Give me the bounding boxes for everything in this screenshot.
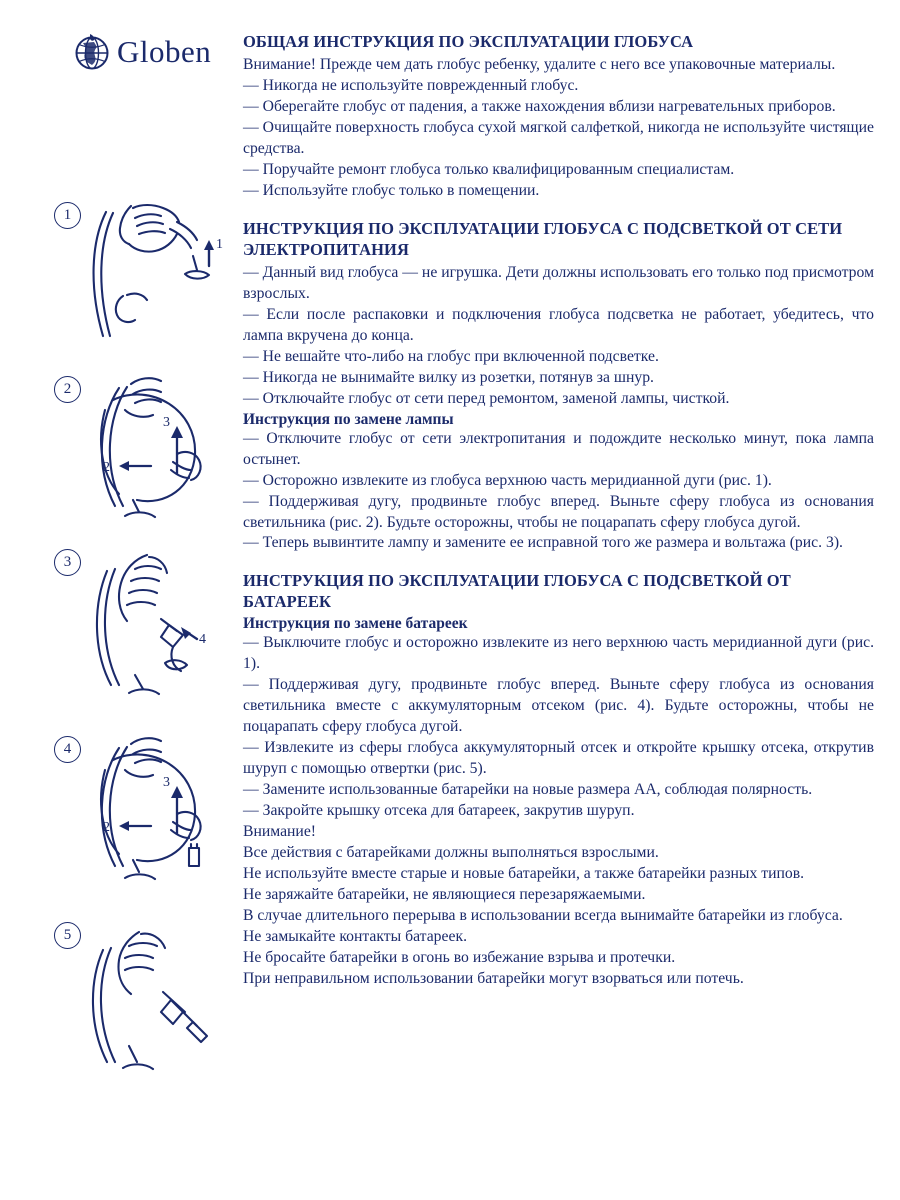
battery-warning-6: При неправильном использовании батарейки могут взорваться или потечь. [243, 969, 744, 987]
section-mains [243, 219, 874, 554]
battery-warning-1: Не используйте вместе старые и новые батарейки, а также батарейки разных типов. [243, 864, 805, 882]
figure-3-callout-4: 4 [199, 632, 206, 647]
section-battery-title: ИНСТРУКЦИЯ ПО ЭКСПЛУАТАЦИИ ГЛОБУСА С ПОДСВЕТКОЙ ОТ БАТАРЕЕК [243, 571, 791, 611]
figure-3-illustration [73, 543, 228, 698]
section-general-para-5: — Используйте глобус только в помещении. [243, 182, 540, 200]
figure-4-callout-2: 2 [103, 820, 110, 835]
lamp-replacement-para-2: — Поддерживая дугу, продвиньте глобус вперед. Выньте сферу глобуса из основания светильника (рис. 2). Будьте осторожны, чтобы не поцарапать сферу глобуса дугой. [243, 492, 874, 531]
figure-2-callout-2: 2 [103, 460, 110, 475]
section-general-para-3: — Очищайте поверхность глобуса сухой мягкой салфеткой, никогда не используйте чистящие средства. [243, 119, 874, 158]
battery-warning-5: Не бросайте батарейки в огонь во избежание взрыва и протечки. [243, 948, 676, 966]
section-general-para-0: Внимание! Прежде чем дать глобус ребенку, удалите с него все упаковочные материалы. [243, 56, 836, 74]
figure-3-number: 3 [54, 549, 81, 576]
lamp-replacement-para-3: — Теперь вывинтите лампу и замените ее исправной того же размера и вольтажа (рис. 3). [243, 534, 843, 552]
section-general-para-2: — Оберегайте глобус от падения, а также нахождения вблизи нагревательных приборов. [243, 98, 836, 116]
figure-4-callout-3: 3 [163, 775, 170, 790]
figures-column [28, 18, 233, 1200]
section-mains-para-0: — Данный вид глобуса — не игрушка. Дети должны использовать его только под присмотром взрослых. [243, 264, 874, 302]
figure-1-callout-label: 1 [216, 237, 223, 252]
section-general [243, 32, 874, 202]
lamp-replacement-para-1: — Осторожно извлеките из глобуса верхнюю часть меридианной дуги (рис. 1). [243, 471, 772, 489]
figure-2-callout-3: 3 [163, 415, 170, 430]
figure-2-illustration [73, 370, 228, 520]
section-general-title: ОБЩАЯ ИНСТРУКЦИЯ ПО ЭКСПЛУАТАЦИИ ГЛОБУСА [243, 32, 694, 51]
section-mains-para-2: — Не вешайте что-либо на глобус при включенной подсветке. [243, 347, 659, 365]
section-general-para-4: — Поручайте ремонт глобуса только квалифицированным специалистам. [243, 161, 735, 179]
figure-4-illustration [73, 730, 228, 885]
battery-replacement-para-3: — Замените использованные батарейки на новые размера АА, соблюдая полярность. [243, 781, 813, 798]
battery-replacement-para-4: — Закройте крышку отсека для батареек, закрутив шуруп. [243, 801, 635, 819]
battery-replacement-para-2: — Извлеките из сферы глобуса аккумуляторный отсек и откройте крышку отсека, открутив шуруп с помощью отвертки (рис. 5). [243, 739, 874, 778]
brand-name: Globen [117, 34, 212, 69]
instruction-text-column [233, 18, 874, 1200]
figure-1-illustration [73, 196, 228, 346]
figure-5-number: 5 [54, 922, 81, 949]
lamp-replacement-para-0: — Отключите глобус от сети электропитания и подождите несколько минут, пока лампа остынет. [243, 429, 874, 468]
section-battery [243, 571, 874, 989]
section-mains-para-4: — Отключайте глобус от сети перед ремонтом, заменой лампы, чисткой. [243, 389, 730, 407]
figure-5-illustration [73, 916, 228, 1071]
battery-warning-0: Все действия с батарейками должны выполняться взрослыми. [243, 843, 659, 861]
battery-warning-3: В случае длительного перерыва в использовании всегда вынимайте батарейки из глобуса. [243, 906, 843, 924]
section-mains-title: ИНСТРУКЦИЯ ПО ЭКСПЛУАТАЦИИ ГЛОБУСА С ПОДСВЕТКОЙ ОТ СЕТИ ЭЛЕКТРОПИТАНИЯ [243, 219, 843, 259]
section-mains-para-3: — Никогда не вынимайте вилку из розетки, потянув за шнур. [243, 368, 654, 386]
lamp-replacement-title: Инструкция по замене лампы [243, 410, 454, 428]
battery-replacement-para-1: — Поддерживая дугу, продвиньте глобус вперед. Выньте сферу глобуса из основания светильника вместе с аккумуляторным отсеком (рис. 4). Будьте осторожны, чтобы не поцарапать сферу глобуса дугой. [243, 676, 874, 736]
brand-logo [70, 30, 233, 74]
battery-replacement-para-0: — Выключите глобус и осторожно извлеките из него верхнюю часть меридианной дуги (рис. 1). [243, 634, 874, 673]
figure-4-number: 4 [54, 736, 81, 763]
battery-warning-label: Внимание! [243, 822, 317, 840]
figure-2-number: 2 [54, 376, 81, 403]
battery-warning-4: Не замыкайте контакты батареек. [243, 927, 467, 945]
battery-replacement-title: Инструкция по замене батареек [243, 615, 468, 633]
battery-warning-2: Не заряжайте батарейки, не являющиеся перезаряжаемыми. [243, 885, 646, 903]
figure-1-number: 1 [54, 202, 81, 229]
globe-icon [70, 30, 114, 74]
section-general-para-1: — Никогда не используйте поврежденный глобус. [243, 77, 579, 95]
section-mains-para-1: — Если после распаковки и подключения глобуса подсветка не работает, убедитесь, что лампа вкручена до конца. [243, 305, 874, 344]
